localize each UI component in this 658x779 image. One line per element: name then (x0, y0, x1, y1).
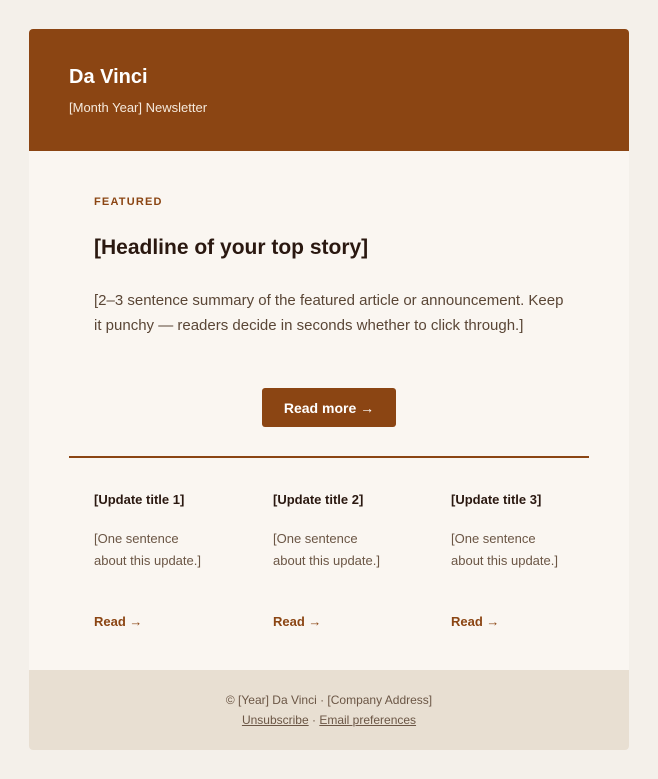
update-title: [Update title 1] (94, 492, 185, 507)
update-read-link[interactable]: Read → (94, 614, 143, 629)
section-divider (69, 456, 589, 458)
featured-summary: [2–3 sentence summary of the featured article or announcement. Keep it punchy — readers decide in seconds whether to click through.] (94, 292, 564, 334)
update-text: [One sentence about this update.] (94, 531, 201, 568)
update-read-link[interactable]: Read → (451, 614, 500, 629)
update-text: [One sentence about this update.] (273, 531, 380, 568)
footer-copyright: © [Year] Da Vinci · [Company Address] (225, 693, 433, 707)
footer-separator: · (311, 713, 316, 727)
newsletter-email (29, 29, 629, 750)
update-title: [Update title 3] (451, 492, 542, 507)
email-preferences-link[interactable]: Email preferences (319, 713, 417, 727)
footer-links (29, 712, 629, 728)
newsletter-header (29, 29, 629, 151)
read-more-button[interactable]: Read more → (262, 388, 396, 427)
brand-name: Da Vinci (69, 66, 148, 88)
unsubscribe-link[interactable]: Unsubscribe (241, 713, 309, 727)
newsletter-subtitle: [Month Year] Newsletter (69, 100, 208, 115)
newsletter-footer (29, 670, 629, 750)
featured-eyebrow: FEATURED (94, 196, 163, 208)
update-title: [Update title 2] (273, 492, 364, 507)
newsletter-body (29, 151, 629, 670)
update-read-link[interactable]: Read → (273, 614, 322, 629)
update-text: [One sentence about this update.] (451, 531, 558, 568)
featured-headline: [Headline of your top story] (94, 236, 369, 259)
